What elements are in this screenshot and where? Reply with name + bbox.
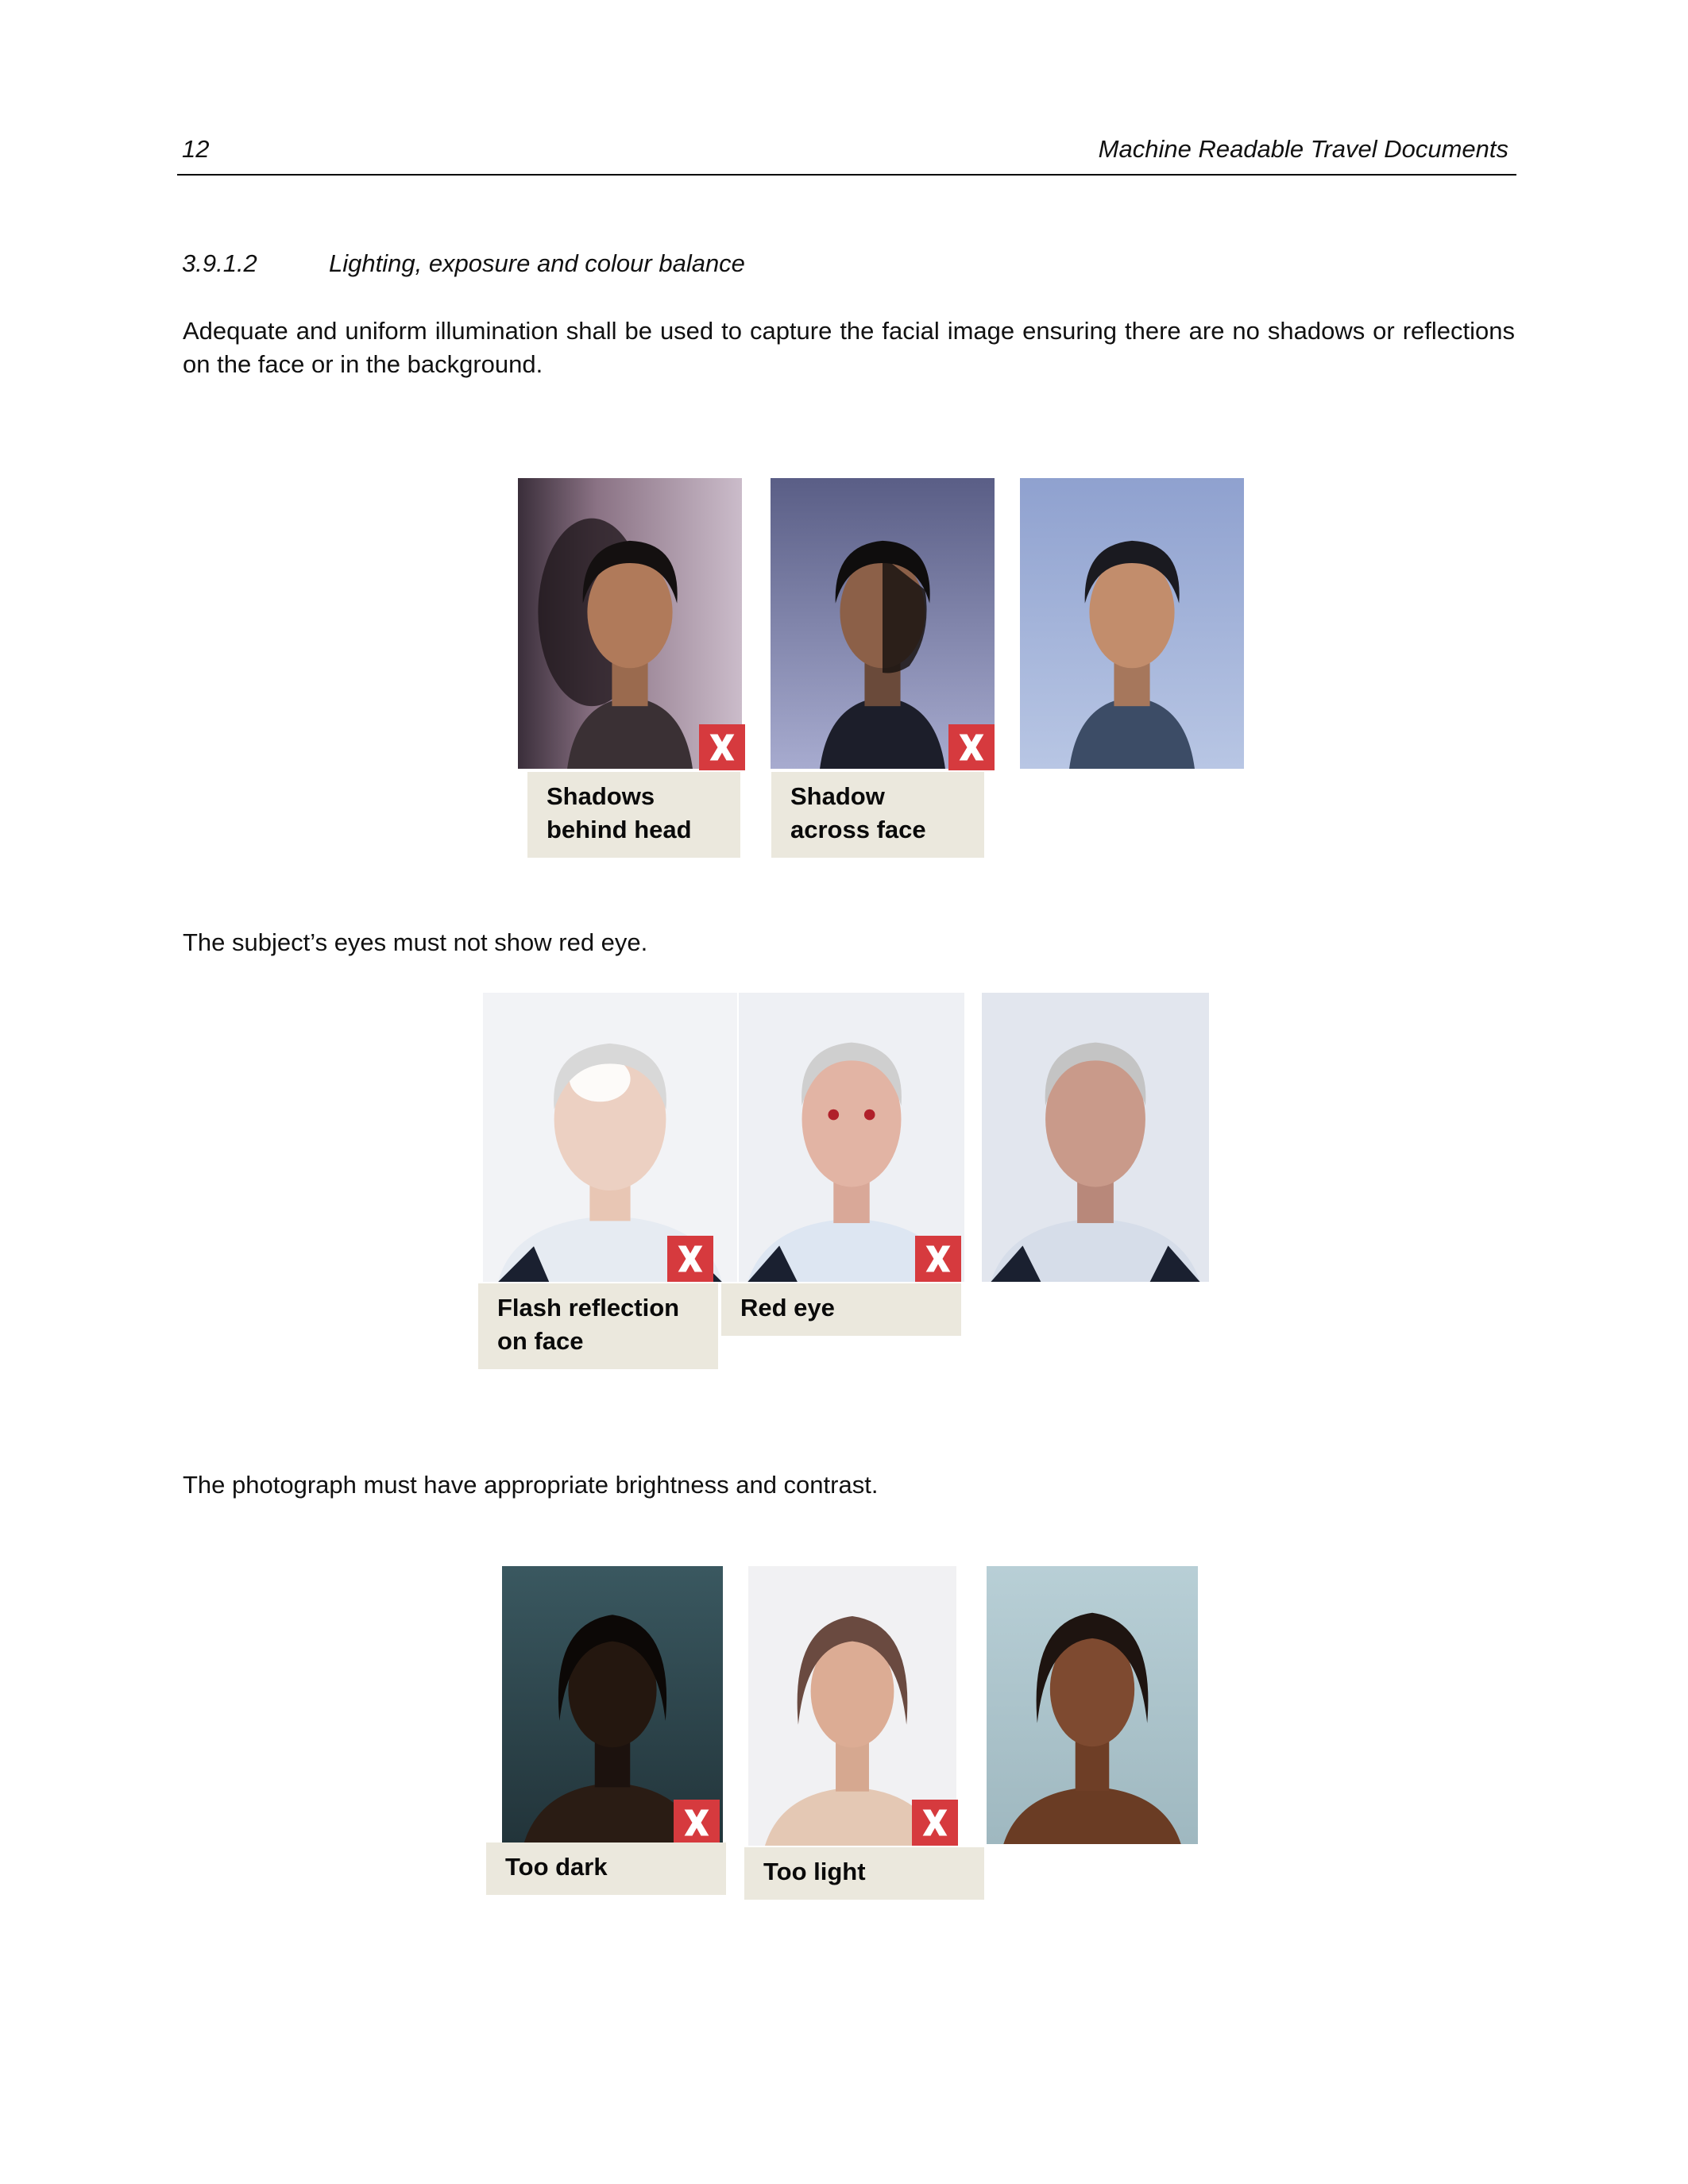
section-title: Lighting, exposure and colour balance	[329, 249, 745, 277]
section-number: 3.9.1.2	[182, 249, 257, 277]
reject-x-icon	[948, 724, 995, 770]
portrait-correct-lighting	[1020, 478, 1244, 769]
caption-shadow-across-face: Shadow across face	[771, 772, 984, 858]
reject-x-icon	[699, 724, 745, 770]
reject-x-icon	[912, 1800, 958, 1846]
illumination-paragraph: Adequate and uniform illumination shall be used to capture the facial image ensuring there are no shadows or reflections on the face or in the background.	[183, 317, 1515, 378]
red-eye-paragraph: The subject’s eyes must not show red eye.	[183, 928, 648, 956]
portrait-correct-exposure	[987, 1566, 1198, 1844]
caption-too-light: Too light	[744, 1847, 984, 1900]
page-number: 12	[182, 135, 210, 163]
brightness-paragraph: The photograph must have appropriate brightness and contrast.	[183, 1471, 879, 1499]
reject-x-icon	[667, 1236, 713, 1282]
header-rule	[177, 174, 1516, 176]
portrait-correct-flash	[982, 993, 1209, 1282]
reject-x-icon	[915, 1236, 961, 1282]
caption-too-dark: Too dark	[486, 1843, 726, 1895]
caption-red-eye: Red eye	[721, 1283, 961, 1336]
caption-shadows-behind-head: Shadows behind head	[527, 772, 740, 858]
caption-flash-reflection: Flash reflection on face	[478, 1283, 718, 1369]
running-title: Machine Readable Travel Documents	[1098, 135, 1508, 163]
reject-x-icon	[674, 1800, 720, 1846]
